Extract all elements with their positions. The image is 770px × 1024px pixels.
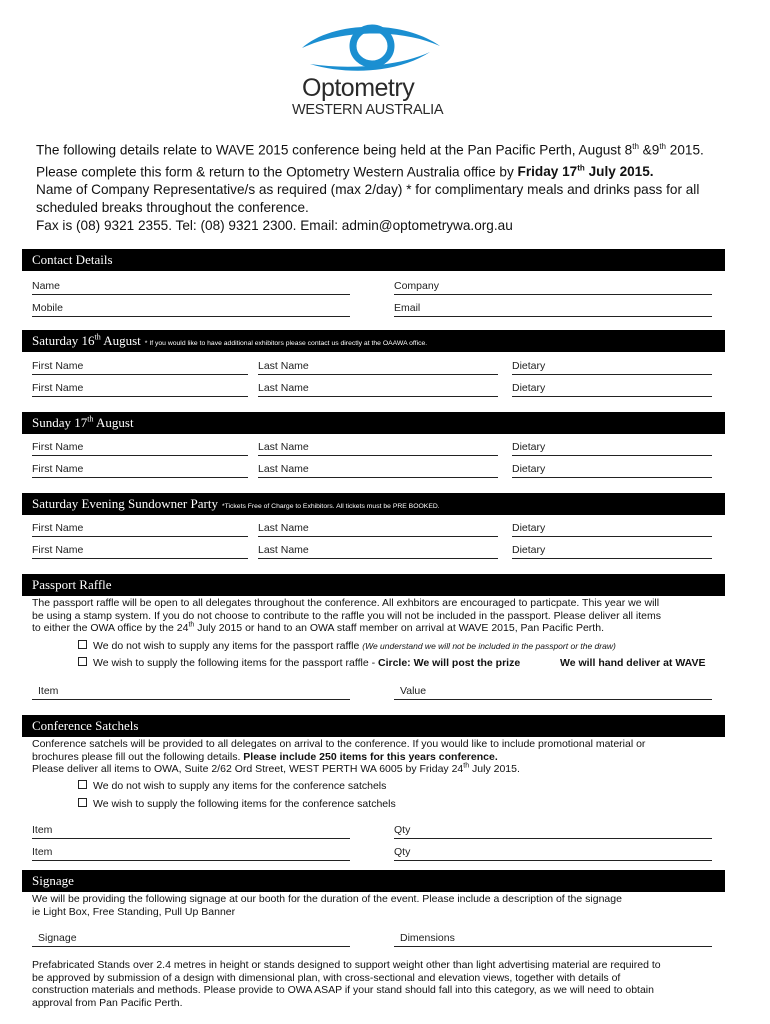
satchels-opt-in[interactable]: We wish to supply the following items for the conference satchels	[78, 798, 396, 810]
sat-last-name-2[interactable]: Last Name	[258, 382, 498, 397]
passport-raffle-header: Passport Raffle	[22, 574, 725, 596]
checkbox-icon[interactable]	[78, 798, 87, 807]
conference-satchels-header: Conference Satchels	[22, 715, 725, 737]
prefab-stands-notice: Prefabricated Stands over 2.4 metres in height or stands designed to support weight other than light advertising material are required to be approved by submission of a design with dimensional plan, with cross-sectional and elevation views, together with details of construction materials and methods. Please provide to OWA ASAP if your stand should fall into this category, as we will need to obtain approval from Pan Pacific Perth.	[32, 959, 661, 1009]
raffle-deliver-option[interactable]: We will hand deliver at WAVE	[560, 657, 706, 669]
raffle-opt-in[interactable]: We wish to supply the following items for the passport raffle - Circle: We will post the prize	[78, 657, 520, 669]
sat-last-name-1[interactable]: Last Name	[258, 360, 498, 375]
sat-dietary-2[interactable]: Dietary	[512, 382, 712, 397]
satchels-opt-out[interactable]: We do not wish to supply any items for the conference satchels	[78, 780, 386, 792]
sundowner-last-name-2[interactable]: Last Name	[258, 544, 498, 559]
sat-first-name-1[interactable]: First Name	[32, 360, 248, 375]
contact-details-header: Contact Details	[22, 249, 725, 271]
sun-last-name-1[interactable]: Last Name	[258, 441, 498, 456]
mobile-field[interactable]: Mobile	[32, 302, 350, 317]
sundowner-first-name-2[interactable]: First Name	[32, 544, 248, 559]
optometry-logo	[290, 20, 450, 120]
sat-dietary-1[interactable]: Dietary	[512, 360, 712, 375]
satchel-item-field-1[interactable]: Item	[32, 824, 350, 839]
logo-eye-icon	[290, 20, 450, 80]
logo-subtitle: WESTERN AUSTRALIA	[292, 102, 444, 118]
sat-first-name-2[interactable]: First Name	[32, 382, 248, 397]
sun-first-name-1[interactable]: First Name	[32, 441, 248, 456]
saturday-header: Saturday 16th August * If you would like to have additional exhibitors please contact us directly at the OAAWA office.	[22, 330, 725, 352]
email-field[interactable]: Email	[394, 302, 712, 317]
sun-dietary-2[interactable]: Dietary	[512, 463, 712, 478]
raffle-value-field[interactable]: Value	[394, 685, 712, 700]
signage-header: Signage	[22, 870, 725, 892]
sun-first-name-2[interactable]: First Name	[32, 463, 248, 478]
sun-last-name-2[interactable]: Last Name	[258, 463, 498, 478]
raffle-opt-out[interactable]: We do not wish to supply any items for the passport raffle (We understand we will not be included in the passport or the draw)	[78, 640, 616, 652]
sundowner-last-name-1[interactable]: Last Name	[258, 522, 498, 537]
satchel-qty-field-1[interactable]: Qty	[394, 824, 712, 839]
dimensions-field[interactable]: Dimensions	[394, 932, 712, 947]
sunday-header: Sunday 17th August	[22, 412, 725, 434]
raffle-item-field[interactable]: Item	[32, 685, 350, 700]
raffle-post-option[interactable]: Circle: We will post the prize	[378, 657, 521, 669]
checkbox-icon[interactable]	[78, 640, 87, 649]
name-field[interactable]: Name	[32, 280, 350, 295]
sundowner-dietary-2[interactable]: Dietary	[512, 544, 712, 559]
sundowner-dietary-1[interactable]: Dietary	[512, 522, 712, 537]
sundowner-header: Saturday Evening Sundowner Party *Tickets Free of Charge to Exhibitors. All tickets must be PRE BOOKED.	[22, 493, 725, 515]
intro-text: The following details relate to WAVE 2015 conference being held at the Pan Pacific Perth, August 8th &9th 2015. Please complete this form & return to the Optometry Western Australia office by Friday 17th July 2015. Name of Company Representative/s as required (max 2/day) * for complimentary meals and drinks pass for all scheduled breaks throughout the conference. Fax is (08) 9321 2355. Tel: (08) 9321 2300. Email: admin@optometrywa.org.au	[36, 142, 704, 234]
satchels-description: Conference satchels will be provided to all delegates on arrival to the conference. If you would like to include promotional material or brochures please fill out the following details. Please include 250 items for this years conference. Please deliver all items to OWA, Suite 2/62 Ord Street, WEST PERTH WA 6005 by Friday 24th July 2015.	[32, 738, 646, 775]
raffle-description: The passport raffle will be open to all delegates throughout the conference. All exhbitors are encouraged to particpate. This year we will be using a stamp system. If you do not choose to contribute to the raffle you will not be included in the passport. Please deliver all items to either the OWA office by the 24th July 2015 or hand to an OWA staff member on arrival at WAVE 2015, Pan Pacific Perth.	[32, 597, 661, 634]
logo-name: Optometry	[302, 74, 415, 102]
checkbox-icon[interactable]	[78, 780, 87, 789]
signage-description: We will be providing the following signage at our booth for the duration of the event. Please include a description of the signage ie Light Box, Free Standing, Pull Up Banner	[32, 893, 622, 918]
satchel-qty-field-2[interactable]: Qty	[394, 846, 712, 861]
company-field[interactable]: Company	[394, 280, 712, 295]
checkbox-icon[interactable]	[78, 657, 87, 666]
sun-dietary-1[interactable]: Dietary	[512, 441, 712, 456]
signage-field[interactable]: Signage	[32, 932, 350, 947]
sundowner-first-name-1[interactable]: First Name	[32, 522, 248, 537]
satchel-item-field-2[interactable]: Item	[32, 846, 350, 861]
